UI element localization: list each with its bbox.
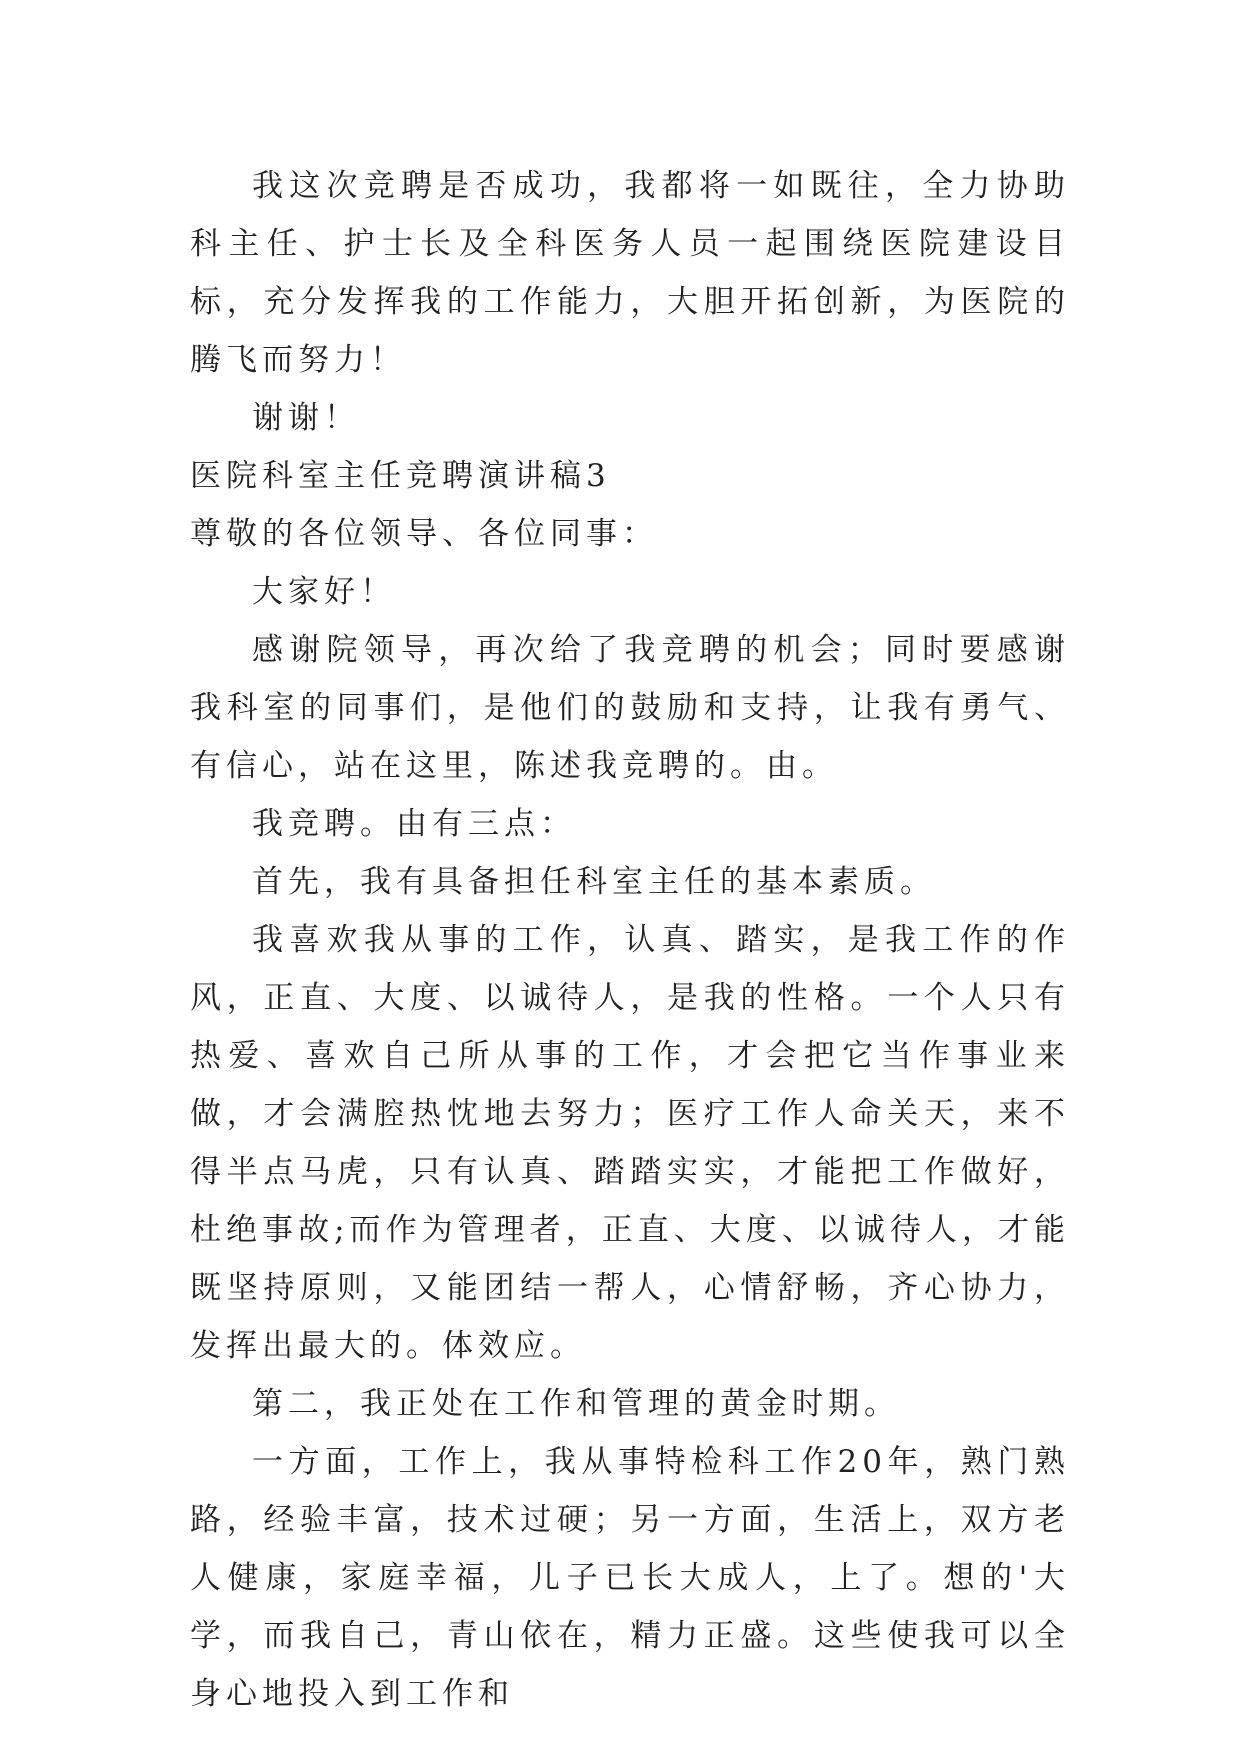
section-heading: 医院科室主任竞聘演讲稿3 xyxy=(190,458,611,494)
document-body xyxy=(190,157,1070,1723)
paragraph-reason-second: 第二，我正处在工作和管理的黄金时期。 xyxy=(252,1386,900,1422)
paragraph-experience: 一方面，工作上，我从事特检科工作20年，熟门熟路，经验丰富，技术过硬；另一方面，生活上，双方老人健康，家庭幸福，儿子已长大成人，上了。想的'大学，而我自己，青山依在，精力正盛。这些使我可以全身心地投入到工作和 xyxy=(190,1444,1070,1712)
paragraph-gratitude: 感谢院领导，再次给了我竞聘的机会；同时要感谢我科室的同事们，是他们的鼓励和支持，让我有勇气、有信心，站在这里，陈述我竞聘的。由。 xyxy=(190,632,1070,784)
paragraph-reason-first: 首先，我有具备担任科室主任的基本素质。 xyxy=(252,864,936,900)
salutation: 尊敬的各位领导、各位同事： xyxy=(190,516,658,552)
paragraph-reasons-intro: 我竞聘。由有三点： xyxy=(252,806,576,842)
paragraph-thanks: 谢谢！ xyxy=(252,400,360,436)
paragraph-greeting: 大家好！ xyxy=(252,574,396,610)
paragraph-closing-statement: 我这次竞聘是否成功，我都将一如既往，全力协助科主任、护士长及全科医务人员一起围绕医院建设目标，充分发挥我的工作能力，大胆开拓创新，为医院的腾飞而努力！ xyxy=(190,168,1070,378)
paragraph-work-attitude: 我喜欢我从事的工作，认真、踏实，是我工作的作风，正直、大度、以诚待人，是我的性格。一个人只有热爱、喜欢自己所从事的工作，才会把它当作事业来做，才会满腔热忱地去努力；医疗工作人命关天，来不得半点马虎，只有认真、踏踏实实，才能把工作做好，杜绝事故;而作为管理者，正直、大度、以诚待人，才能既坚持原则，又能团结一帮人，心情舒畅，齐心协力，发挥出最大的。体效应。 xyxy=(190,922,1070,1364)
